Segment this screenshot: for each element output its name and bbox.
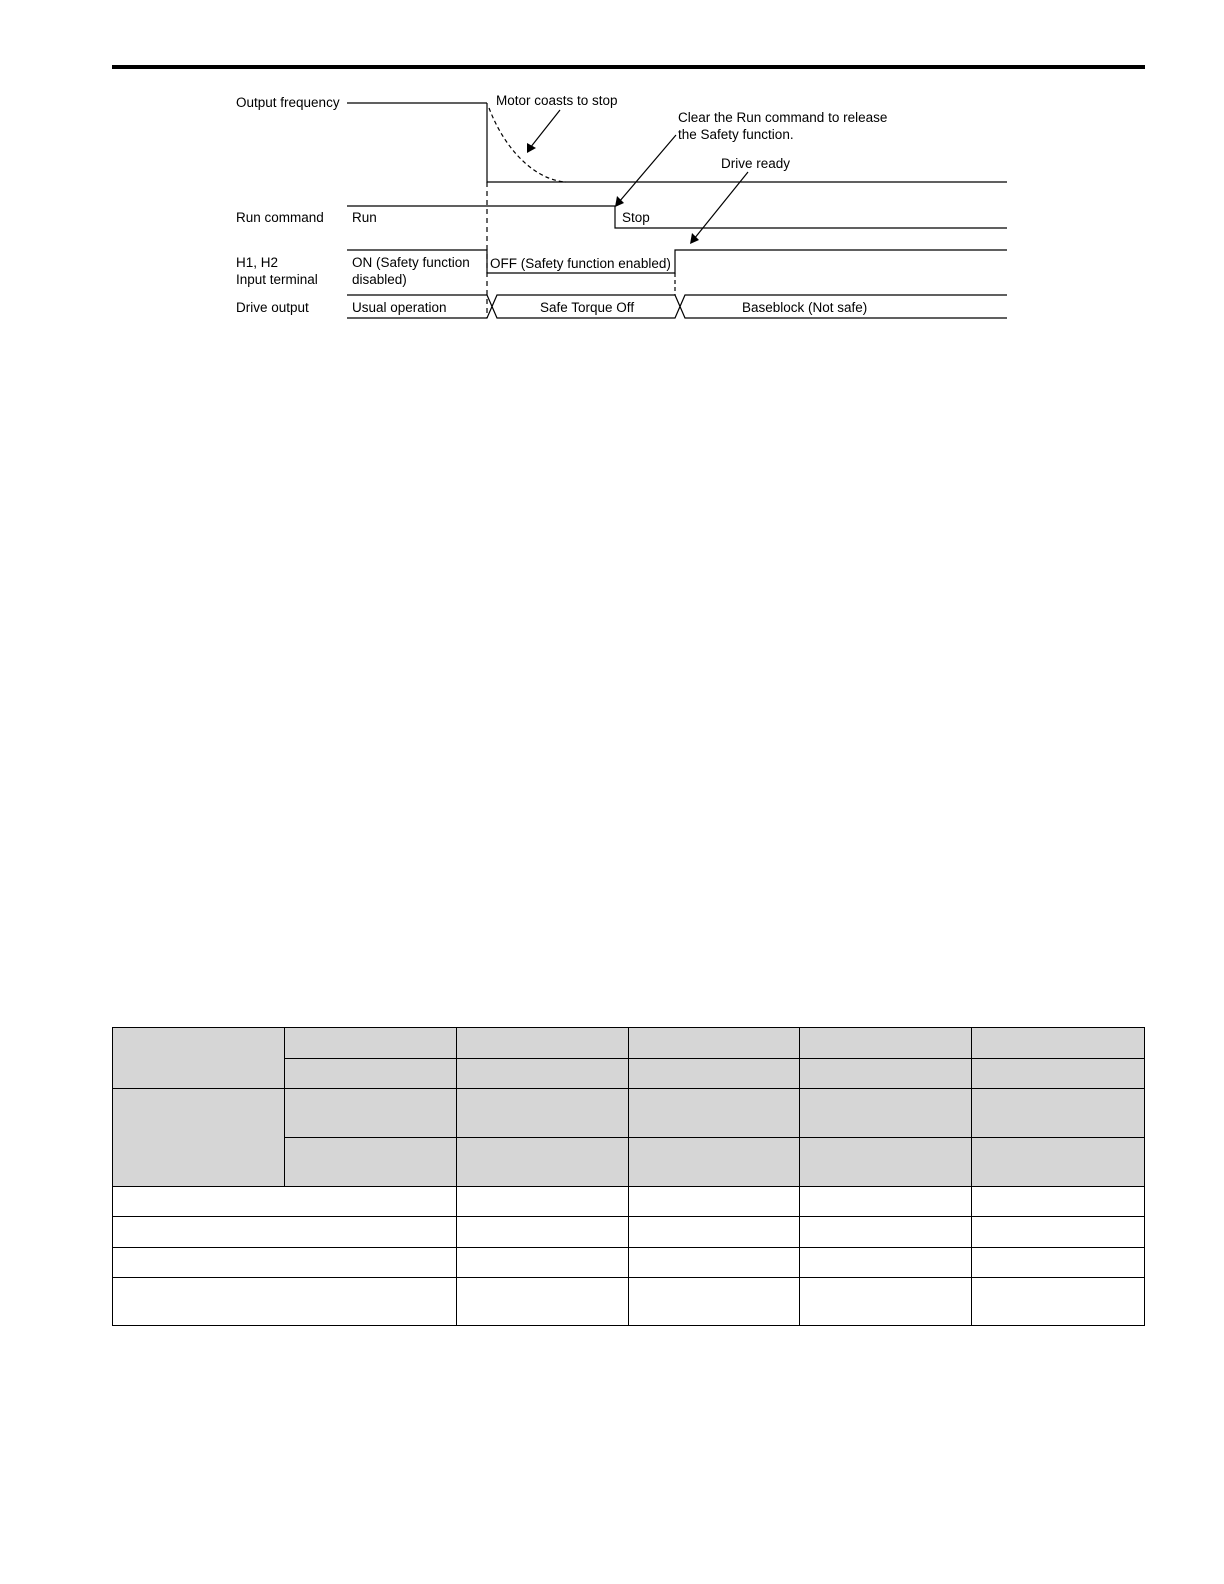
state-off: OFF (Safety function enabled): [490, 256, 671, 271]
table-cell: [457, 1278, 629, 1326]
motor-coasts-arrowhead: [527, 143, 536, 153]
state-on-1: ON (Safety function: [352, 255, 470, 270]
note-clear-run-1: Clear the Run command to release: [678, 110, 888, 125]
table-cell: [800, 1187, 972, 1217]
table-cell: [457, 1028, 629, 1059]
table-cell: [457, 1138, 629, 1187]
table-row: [113, 1028, 1145, 1059]
table-cell: [972, 1138, 1145, 1187]
table-row: [113, 1248, 1145, 1278]
table-row: [113, 1089, 1145, 1138]
table-cell: [113, 1028, 285, 1089]
table-cell: [972, 1217, 1145, 1248]
clear-run-leader: [619, 135, 676, 202]
state-safe-torque-off: Safe Torque Off: [540, 300, 635, 315]
table-cell: [457, 1059, 629, 1089]
state-baseblock: Baseblock (Not safe): [742, 300, 868, 315]
state-stop: Stop: [622, 210, 650, 225]
table-cell: [629, 1138, 800, 1187]
table-cell: [113, 1187, 457, 1217]
label-input-terminal-2: Input terminal: [236, 272, 318, 287]
table-cell: [972, 1278, 1145, 1326]
table-cell: [113, 1248, 457, 1278]
note-drive-ready: Drive ready: [721, 156, 791, 171]
label-run-command: Run command: [236, 210, 324, 225]
note-clear-run-2: the Safety function.: [678, 127, 794, 142]
table-cell: [285, 1089, 457, 1138]
table-cell: [629, 1089, 800, 1138]
table-row: [113, 1217, 1145, 1248]
table-cell: [629, 1187, 800, 1217]
table-cell: [629, 1059, 800, 1089]
table-cell: [972, 1028, 1145, 1059]
table-cell: [285, 1059, 457, 1089]
label-drive-output: Drive output: [236, 300, 309, 315]
table-cell: [800, 1089, 972, 1138]
table-cell: [629, 1217, 800, 1248]
table-cell: [629, 1278, 800, 1326]
table-cell: [113, 1217, 457, 1248]
table-cell: [457, 1217, 629, 1248]
table-cell: [629, 1028, 800, 1059]
table-cell: [457, 1187, 629, 1217]
state-on-2: disabled): [352, 272, 407, 287]
table-cell: [800, 1278, 972, 1326]
state-run: Run: [352, 210, 377, 225]
table-cell: [972, 1248, 1145, 1278]
label-input-terminal-1: H1, H2: [236, 255, 279, 270]
table-cell: [800, 1217, 972, 1248]
table-cell: [457, 1089, 629, 1138]
state-usual-operation: Usual operation: [352, 300, 447, 315]
table-cell: [113, 1278, 457, 1326]
table-row: [113, 1278, 1145, 1326]
table-row: [113, 1187, 1145, 1217]
table-cell: [629, 1248, 800, 1278]
run-command-high: [347, 206, 1007, 228]
table-cell: [800, 1248, 972, 1278]
table-cell: [972, 1059, 1145, 1089]
table-cell: [800, 1138, 972, 1187]
label-output-frequency: Output frequency: [236, 95, 340, 110]
table-cell: [285, 1138, 457, 1187]
timing-diagram: [0, 0, 1224, 340]
table-cell: [113, 1089, 285, 1187]
motor-coasts-leader: [530, 110, 560, 148]
table-cell: [285, 1028, 457, 1059]
table-cell: [972, 1089, 1145, 1138]
table-cell: [800, 1059, 972, 1089]
table-cell: [972, 1187, 1145, 1217]
table-cell: [800, 1028, 972, 1059]
table-cell: [457, 1248, 629, 1278]
spec-table: [112, 1027, 1145, 1326]
note-motor-coasts: Motor coasts to stop: [496, 93, 618, 108]
